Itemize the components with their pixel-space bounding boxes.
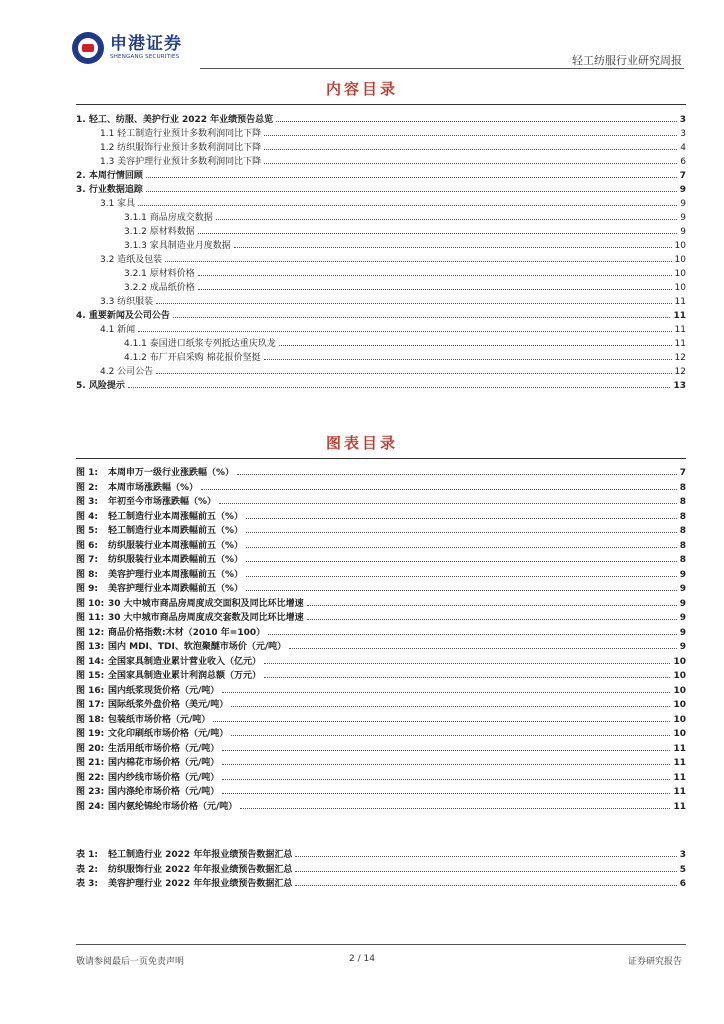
toc-entry-label: 3. 行业数据追踪 bbox=[76, 185, 143, 195]
toc-leader-dots bbox=[198, 289, 672, 290]
toc-entry-label: 3.1.2 原材料数据 bbox=[124, 227, 195, 237]
toc-entry[interactable] bbox=[76, 181, 686, 195]
figure-entry[interactable] bbox=[76, 769, 686, 783]
toc-entry-page: 9 bbox=[680, 227, 686, 237]
toc-leader-dots bbox=[156, 373, 671, 374]
toc-entry-label: 1.3 美容护理行业预计多数利润同比下降 bbox=[100, 157, 262, 167]
toc-leader-dots bbox=[264, 359, 672, 360]
figure-page: 10 bbox=[673, 700, 686, 710]
toc-entry-page: 9 bbox=[680, 213, 686, 223]
figure-entry[interactable] bbox=[76, 682, 686, 696]
figure-label: 全国家具制造业累计营业收入（亿元） bbox=[108, 656, 262, 667]
figure-entry[interactable] bbox=[76, 493, 686, 507]
toc-entry-page: 11 bbox=[674, 297, 686, 307]
toc-entry-label: 5. 风险提示 bbox=[76, 381, 125, 391]
figure-label: 国际纸浆外盘价格（美元/吨） bbox=[108, 700, 229, 710]
table-entry[interactable] bbox=[76, 861, 686, 875]
table-number: 表 1: bbox=[76, 850, 98, 860]
toc-entry[interactable] bbox=[76, 321, 686, 335]
figure-label: 包装纸市场价格（元/吨） bbox=[108, 714, 211, 725]
toc-entry-label: 2. 本周行情回顾 bbox=[76, 171, 143, 181]
table-entry[interactable] bbox=[76, 875, 686, 889]
logo-chinese-name: 申港证券 bbox=[110, 33, 182, 54]
toc-entry-page: 10 bbox=[674, 269, 686, 279]
figure-leader-dots bbox=[219, 503, 677, 504]
figure-leader-dots bbox=[246, 561, 677, 562]
toc-entry-page: 9 bbox=[679, 185, 686, 195]
figure-number: 图 16: bbox=[76, 685, 105, 696]
figure-leader-dots bbox=[201, 489, 677, 490]
toc-leader-dots bbox=[138, 331, 671, 332]
figure-label: 全国家具制造业累计利润总额（万元） bbox=[108, 671, 262, 681]
toc-leader-dots bbox=[146, 177, 677, 178]
figure-leader-dots bbox=[264, 663, 670, 664]
toc-entry-page: 3 bbox=[679, 115, 686, 125]
figure-page: 9 bbox=[679, 584, 686, 594]
toc-entry[interactable] bbox=[76, 125, 686, 139]
figure-page: 11 bbox=[673, 743, 686, 754]
figure-label: 30 大中城市商品房周度成交套数及同比环比增速 bbox=[108, 613, 304, 623]
figure-leader-dots bbox=[307, 605, 677, 606]
toc-entry[interactable] bbox=[76, 209, 686, 223]
toc-entry-page: 11 bbox=[674, 325, 686, 335]
toc-entry-label: 1. 轻工、纺服、美护行业 2022 年业绩预告总览 bbox=[76, 115, 274, 125]
figure-label: 文化印刷纸市场价格（元/吨） bbox=[108, 729, 229, 739]
figure-page: 10 bbox=[673, 671, 686, 681]
figure-page: 8 bbox=[679, 540, 686, 551]
figure-page: 8 bbox=[679, 555, 686, 565]
figure-leader-dots bbox=[246, 590, 677, 591]
header-divider bbox=[200, 68, 684, 69]
figure-number: 图 8: bbox=[76, 569, 98, 580]
toc-entry[interactable] bbox=[76, 293, 686, 307]
figure-page: 8 bbox=[679, 497, 686, 507]
figure-page: 11 bbox=[673, 772, 686, 783]
toc-entry-page: 6 bbox=[680, 157, 686, 167]
figure-entry[interactable] bbox=[76, 754, 686, 768]
toc-leader-dots bbox=[156, 303, 671, 304]
figure-label: 国内纱线市场价格（元/吨） bbox=[108, 772, 220, 783]
toc-entry-label: 3.2.2 成品纸价格 bbox=[124, 283, 195, 293]
company-logo bbox=[72, 32, 182, 64]
figure-label: 本周申万一级行业涨跌幅（%） bbox=[108, 468, 235, 478]
figure-label: 轻工制造行业本周涨幅前五（%） bbox=[108, 511, 244, 522]
figure-leader-dots bbox=[246, 518, 677, 519]
figure-label: 国内 MDI、TDI、软泡聚醚市场价（元/吨） bbox=[108, 642, 287, 652]
toc-entry-label: 1.1 轻工制造行业预计多数利润同比下降 bbox=[100, 129, 262, 139]
toc-leader-dots bbox=[264, 163, 677, 164]
figure-entry[interactable] bbox=[76, 609, 686, 623]
report-type: 轻工纺服行业研究周报 bbox=[572, 54, 682, 67]
figure-number: 图 22: bbox=[76, 772, 105, 783]
figure-entry[interactable] bbox=[76, 464, 686, 478]
figure-number: 图 1: bbox=[76, 468, 98, 478]
figure-number: 图 11: bbox=[76, 613, 105, 623]
figure-label: 商品价格指数:木材（2010 年=100） bbox=[108, 627, 266, 638]
toc-entry-page: 10 bbox=[674, 255, 686, 265]
figure-label: 美容护理行业本周涨幅前五（%） bbox=[108, 569, 244, 580]
toc-entry-label: 3.1.3 家具制造业月度数据 bbox=[124, 241, 231, 251]
toc-leader-dots bbox=[146, 191, 677, 192]
figure-leader-dots bbox=[213, 721, 670, 722]
figure-number: 图 3: bbox=[76, 497, 98, 507]
toc-entry-label: 3.2.1 原材料价格 bbox=[124, 269, 195, 279]
figure-page: 9 bbox=[679, 598, 686, 609]
figure-entry[interactable] bbox=[76, 653, 686, 667]
figure-leader-dots bbox=[246, 576, 677, 577]
figure-number: 图 20: bbox=[76, 743, 105, 754]
figure-leader-dots bbox=[231, 735, 670, 736]
toc-entry-label: 3.3 纺织服装 bbox=[100, 297, 154, 307]
figure-number: 图 19: bbox=[76, 729, 105, 739]
toc-leader-dots bbox=[279, 345, 672, 346]
toc-leader-dots bbox=[264, 149, 677, 150]
figure-page: 8 bbox=[679, 482, 686, 493]
toc-entry-page: 11 bbox=[674, 339, 686, 349]
figure-page: 9 bbox=[679, 613, 686, 623]
figure-number: 图 18: bbox=[76, 714, 105, 725]
toc-entry[interactable] bbox=[76, 167, 686, 181]
figure-entry[interactable] bbox=[76, 580, 686, 594]
figure-entry[interactable] bbox=[76, 711, 686, 725]
figure-leader-dots bbox=[246, 532, 677, 533]
figure-page: 11 bbox=[673, 787, 686, 797]
figure-leader-dots bbox=[237, 474, 677, 475]
table-leader-dots bbox=[295, 885, 676, 886]
figure-leader-dots bbox=[222, 764, 670, 765]
toc-entry-page: 3 bbox=[680, 129, 686, 139]
toc-entry-page: 10 bbox=[674, 241, 686, 251]
figure-entry[interactable] bbox=[76, 740, 686, 754]
figure-number: 图 14: bbox=[76, 656, 105, 667]
footer-report-label: 证券研究报告 bbox=[627, 957, 682, 967]
figures-title: 图表目录 bbox=[325, 434, 398, 452]
figure-number: 图 9: bbox=[76, 584, 98, 594]
toc-entry-label: 4. 重要新闻及公司公告 bbox=[76, 311, 170, 321]
figure-label: 年初至今市场涨跌幅（%） bbox=[108, 497, 217, 507]
toc-entry-label: 3.2 造纸及包装 bbox=[100, 255, 163, 265]
figure-leader-dots bbox=[222, 692, 670, 693]
table-number: 表 2: bbox=[76, 864, 98, 875]
toc-entry-page: 12 bbox=[674, 367, 686, 377]
figure-page: 9 bbox=[679, 642, 686, 652]
figure-number: 图 2: bbox=[76, 482, 98, 493]
toc-entry[interactable] bbox=[76, 307, 686, 321]
table-label: 轻工制造行业 2022 年年报业绩预告数据汇总 bbox=[108, 850, 293, 860]
figure-leader-dots bbox=[289, 648, 677, 649]
figure-entry[interactable] bbox=[76, 537, 686, 551]
toc-leader-dots bbox=[198, 233, 678, 234]
toc-entry-page: 13 bbox=[673, 381, 686, 391]
figure-leader-dots bbox=[268, 634, 677, 635]
table-leader-dots bbox=[295, 856, 676, 857]
toc-title: 内容目录 bbox=[325, 80, 398, 98]
toc-entry-label: 3.1 家具 bbox=[100, 199, 136, 209]
figure-number: 图 21: bbox=[76, 758, 105, 768]
figure-leader-dots bbox=[231, 706, 670, 707]
toc-entry-page: 4 bbox=[680, 143, 686, 153]
toc-leader-dots bbox=[165, 261, 671, 262]
figure-number: 图 23: bbox=[76, 787, 105, 797]
toc-leader-dots bbox=[128, 387, 671, 388]
toc-leader-dots bbox=[173, 317, 671, 318]
figure-number: 图 17: bbox=[76, 700, 105, 710]
figure-page: 8 bbox=[679, 511, 686, 522]
table-number: 表 3: bbox=[76, 879, 98, 889]
figure-entry[interactable] bbox=[76, 566, 686, 580]
table-page: 5 bbox=[679, 864, 686, 875]
figure-number: 图 5: bbox=[76, 526, 98, 536]
figure-page: 10 bbox=[673, 656, 686, 667]
figure-page: 11 bbox=[673, 758, 686, 768]
footer-disclaimer: 敬请参阅最后一页免责声明 bbox=[76, 957, 185, 967]
table-leader-dots bbox=[295, 871, 676, 872]
toc-entry-label: 4.2 公司公告 bbox=[100, 367, 154, 377]
figure-leader-dots bbox=[246, 547, 677, 548]
figure-label: 生活用纸市场价格（元/吨） bbox=[108, 743, 220, 754]
figure-leader-dots bbox=[240, 808, 670, 809]
figure-page: 11 bbox=[673, 801, 686, 812]
figure-leader-dots bbox=[222, 793, 670, 794]
figure-entry[interactable] bbox=[76, 696, 686, 710]
figure-leader-dots bbox=[264, 677, 670, 678]
toc-entry[interactable] bbox=[76, 139, 686, 153]
figure-entry[interactable] bbox=[76, 725, 686, 739]
toc-leader-dots bbox=[216, 219, 678, 220]
figure-entry[interactable] bbox=[76, 522, 686, 536]
figure-page: 10 bbox=[673, 714, 686, 725]
table-label: 美容护理行业 2022 年年报业绩预告数据汇总 bbox=[108, 879, 293, 889]
figure-entry[interactable] bbox=[76, 667, 686, 681]
figure-leader-dots bbox=[222, 779, 670, 780]
figure-number: 图 15: bbox=[76, 671, 105, 681]
table-label: 纺织服饰行业 2022 年年报业绩预告数据汇总 bbox=[108, 864, 293, 875]
figure-entry[interactable] bbox=[76, 798, 686, 812]
toc-entry[interactable] bbox=[76, 153, 686, 167]
figure-number: 图 7: bbox=[76, 555, 98, 565]
figure-page: 9 bbox=[679, 569, 686, 580]
toc-leader-dots bbox=[234, 247, 672, 248]
page-header bbox=[0, 0, 724, 72]
figure-label: 纺织服装行业本周涨幅前五（%） bbox=[108, 540, 244, 551]
toc-title-rule bbox=[76, 104, 686, 105]
figure-label: 本周市场涨跌幅（%） bbox=[108, 482, 199, 493]
figure-label: 国内棉花市场价格（元/吨） bbox=[108, 758, 220, 768]
toc-leader-dots bbox=[138, 205, 677, 206]
figure-number: 图 13: bbox=[76, 642, 105, 652]
figure-page: 8 bbox=[679, 526, 686, 536]
figure-page: 10 bbox=[673, 729, 686, 739]
figure-label: 30 大中城市商品房周度成交面积及同比环比增速 bbox=[108, 598, 304, 609]
figure-label: 国内氨纶锦纶市场价格（元/吨） bbox=[108, 801, 238, 812]
figure-entry[interactable] bbox=[76, 638, 686, 652]
toc-entry[interactable] bbox=[76, 279, 686, 293]
toc-entry[interactable] bbox=[76, 223, 686, 237]
figure-number: 图 10: bbox=[76, 598, 105, 609]
logo-emblem-icon bbox=[72, 32, 104, 64]
toc-leader-dots bbox=[276, 121, 677, 122]
figure-leader-dots bbox=[222, 750, 670, 751]
figure-number: 图 6: bbox=[76, 540, 98, 551]
figure-entry[interactable] bbox=[76, 508, 686, 522]
figure-page: 9 bbox=[679, 627, 686, 638]
figure-label: 国内涤纶市场价格（元/吨） bbox=[108, 787, 220, 797]
toc-entry-page: 9 bbox=[680, 199, 686, 209]
figure-entry[interactable] bbox=[76, 624, 686, 638]
figure-entry[interactable] bbox=[76, 783, 686, 797]
figure-entry[interactable] bbox=[76, 479, 686, 493]
figure-label: 纺织服装行业本周跌幅前五（%） bbox=[108, 555, 244, 565]
page-number: 2 / 14 bbox=[349, 954, 375, 964]
figure-leader-dots bbox=[307, 619, 677, 620]
toc-entry-page: 12 bbox=[674, 353, 686, 363]
figure-entry[interactable] bbox=[76, 551, 686, 565]
figure-number: 图 4: bbox=[76, 511, 98, 522]
figure-number: 图 12: bbox=[76, 627, 105, 638]
toc-entry[interactable] bbox=[76, 349, 686, 363]
toc-entry-page: 7 bbox=[679, 171, 686, 181]
figure-number: 图 24: bbox=[76, 801, 105, 812]
table-page: 3 bbox=[679, 850, 686, 860]
figure-label: 美容护理行业本周跌幅前五（%） bbox=[108, 584, 244, 594]
toc-entry-label: 4.1.1 泰国进口纸浆专列抵达重庆玖龙 bbox=[124, 339, 276, 349]
logo-english-name: SHENGANG SECURITIES bbox=[110, 53, 180, 60]
toc-entry-page: 10 bbox=[674, 283, 686, 293]
figure-page: 10 bbox=[673, 685, 686, 696]
footer-divider bbox=[76, 944, 686, 945]
toc-entry-label: 4.1.2 布厂开启采购 棉花报价坚挺 bbox=[124, 353, 261, 363]
toc-entry-label: 1.2 纺织服饰行业预计多数利润同比下降 bbox=[100, 143, 262, 153]
toc-entry-label: 4.1 新闻 bbox=[100, 325, 136, 335]
toc-entry[interactable] bbox=[76, 265, 686, 279]
toc-entry[interactable] bbox=[76, 237, 686, 251]
toc-leader-dots bbox=[264, 135, 677, 136]
toc-entry[interactable] bbox=[76, 377, 686, 391]
figures-title-rule bbox=[76, 458, 686, 459]
toc-leader-dots bbox=[198, 275, 672, 276]
table-entry[interactable] bbox=[76, 846, 686, 860]
figure-label: 轻工制造行业本周跌幅前五（%） bbox=[108, 526, 244, 536]
table-page: 6 bbox=[679, 879, 686, 889]
toc-entry-page: 11 bbox=[673, 311, 686, 321]
figure-entry[interactable] bbox=[76, 595, 686, 609]
toc-entry[interactable] bbox=[76, 251, 686, 265]
figure-page: 7 bbox=[679, 468, 686, 478]
toc-entry[interactable] bbox=[76, 335, 686, 349]
toc-entry-label: 3.1.1 商品房成交数据 bbox=[124, 213, 213, 223]
toc-entry[interactable] bbox=[76, 195, 686, 209]
toc-entry[interactable] bbox=[76, 363, 686, 377]
figure-label: 国内纸浆现货价格（元/吨） bbox=[108, 685, 220, 696]
toc-entry[interactable] bbox=[76, 111, 686, 125]
